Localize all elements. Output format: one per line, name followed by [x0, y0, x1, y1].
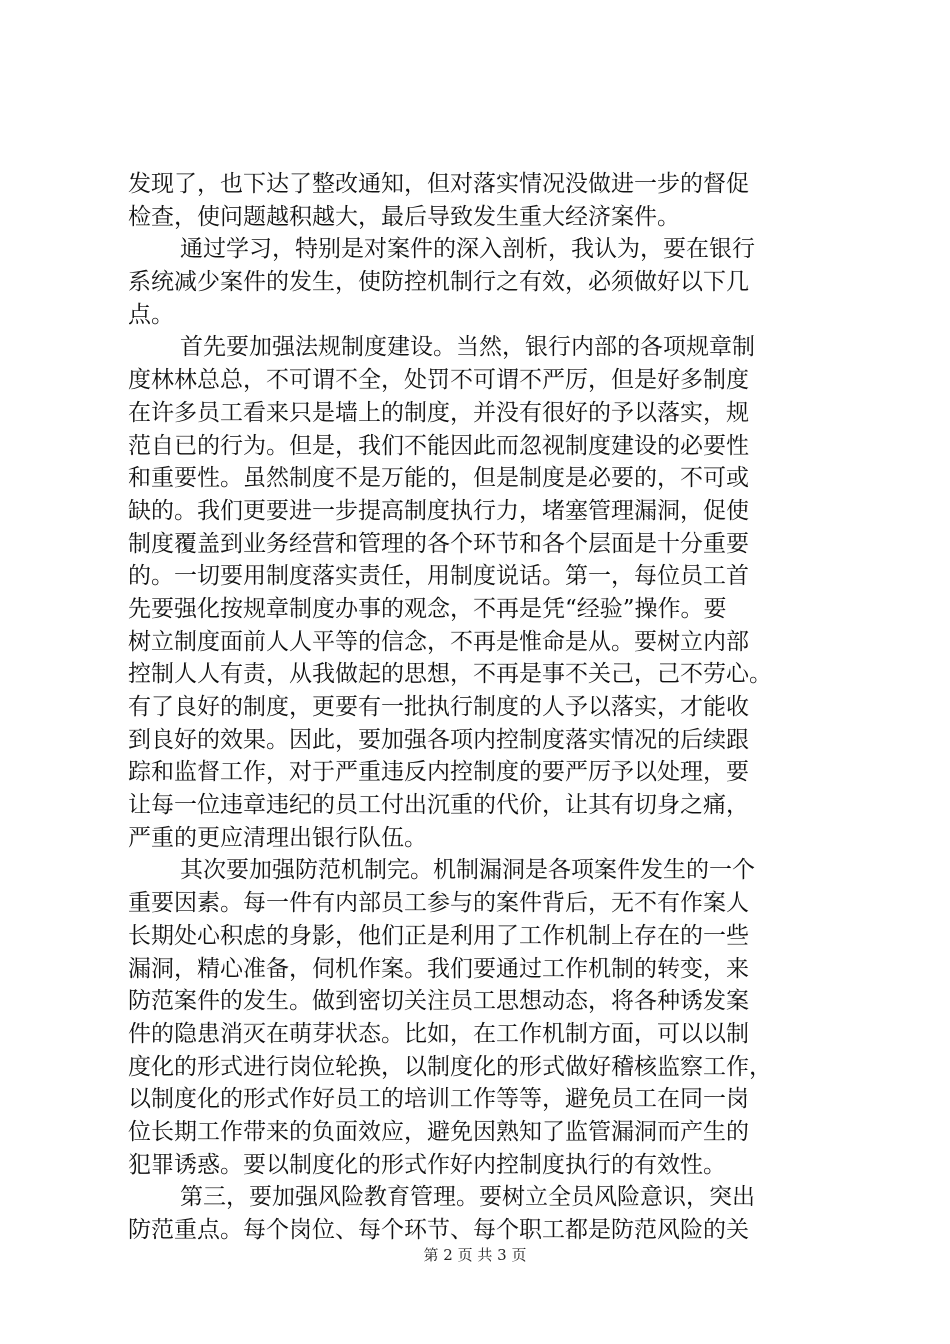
text-line: 缺的。我们更要进一步提高制度执行力，堵塞管理漏洞，促使: [128, 497, 749, 524]
text-line: 点。: [128, 301, 174, 328]
text-line: 防范重点。每个岗位、每个环节、每个职工都是防范风险的关: [128, 1217, 749, 1243]
text-line: 第三，要加强风险教育管理。要树立全员风险意识，突出: [180, 1184, 755, 1211]
text-line: 和重要性。虽然制度不是万能的，但是制度是必要的，不可或: [128, 465, 749, 492]
text-line: 控制人人有责，从我做起的思想，不再是事不关己，己不劳心。: [128, 661, 772, 688]
text-line: 范自已的行为。但是，我们不能因此而忽视制度建设的必要性: [128, 432, 749, 459]
text-line: 漏洞，精心准备，伺机作案。我们要通过工作机制的转变，来: [128, 955, 749, 982]
text-line: 踪和监督工作，对于严重违反内控制度的要严厉予以处理，要: [128, 759, 749, 786]
text-line: 其次要加强防范机制完。机制漏洞是各项案件发生的一个: [180, 857, 755, 884]
text-line: 树立制度面前人人平等的信念，不再是惟命是从。要树立内部: [128, 628, 749, 655]
text-line: 让每一位违章违纪的员工付出沉重的代价，让其有切身之痛，: [128, 792, 749, 819]
text-line: 犯罪诱惑。要以制度化的形式作好内控制度执行的有效性。: [128, 1151, 726, 1178]
text-line: 检查，使问题越积越大，最后导致发生重大经济案件。: [128, 203, 680, 230]
text-line: 通过学习，特别是对案件的深入剖析，我认为，要在银行: [180, 236, 755, 263]
document-body: [128, 168, 828, 1247]
text-line: 位长期工作带来的负面效应，避免因熟知了监管漏洞而产生的: [128, 1118, 749, 1145]
page-footer: 第 2 页 共 3 页: [423, 1246, 527, 1264]
text-line: 度林林总总，不可谓不全，处罚不可谓不严厉，但是好多制度: [128, 367, 749, 394]
text-line: 长期处心积虑的身影，他们正是利用了工作机制上存在的一些: [128, 922, 749, 949]
text-line: 在许多员工看来只是墙上的制度，并没有很好的予以落实，规: [128, 399, 749, 426]
text-line: 重要因素。每一件有内部员工参与的案件背后，无不有作案人: [128, 890, 749, 917]
text-line: 防范案件的发生。做到密切关注员工思想动态，将各种诱发案: [128, 988, 749, 1015]
text-line: 以制度化的形式作好员工的培训工作等等，避免员工在同一岗: [128, 1086, 749, 1113]
text-line: 首先要加强法规制度建设。当然，银行内部的各项规章制: [180, 334, 755, 361]
text-line: 制度覆盖到业务经营和管理的各个环节和各个层面是十分重要: [128, 530, 749, 557]
text-line: 严重的更应清理出银行队伍。: [128, 824, 427, 851]
text-line: 到良好的效果。因此，要加强各项内控制度落实情况的后续跟: [128, 726, 749, 753]
text-line: 件的隐患消灭在萌芽状态。比如，在工作机制方面，可以以制: [128, 1020, 749, 1047]
text-line: 系统减少案件的发生，使防控机制行之有效，必须做好以下几: [128, 269, 749, 296]
text-line: 发现了，也下达了整改通知，但对落实情况没做进一步的督促: [128, 171, 749, 197]
text-line: 有了良好的制度，更要有一批执行制度的人予以落实，才能收: [128, 694, 749, 720]
text-line: 度化的形式进行岗位轮换，以制度化的形式做好稽核监察工作，: [128, 1053, 772, 1080]
text-line: 先要强化按规章制度办事的观念，不再是凭“经验”操作。要: [128, 595, 727, 622]
text-line: 的。一切要用制度落实责任，用制度说话。第一，每位员工首: [128, 563, 749, 590]
